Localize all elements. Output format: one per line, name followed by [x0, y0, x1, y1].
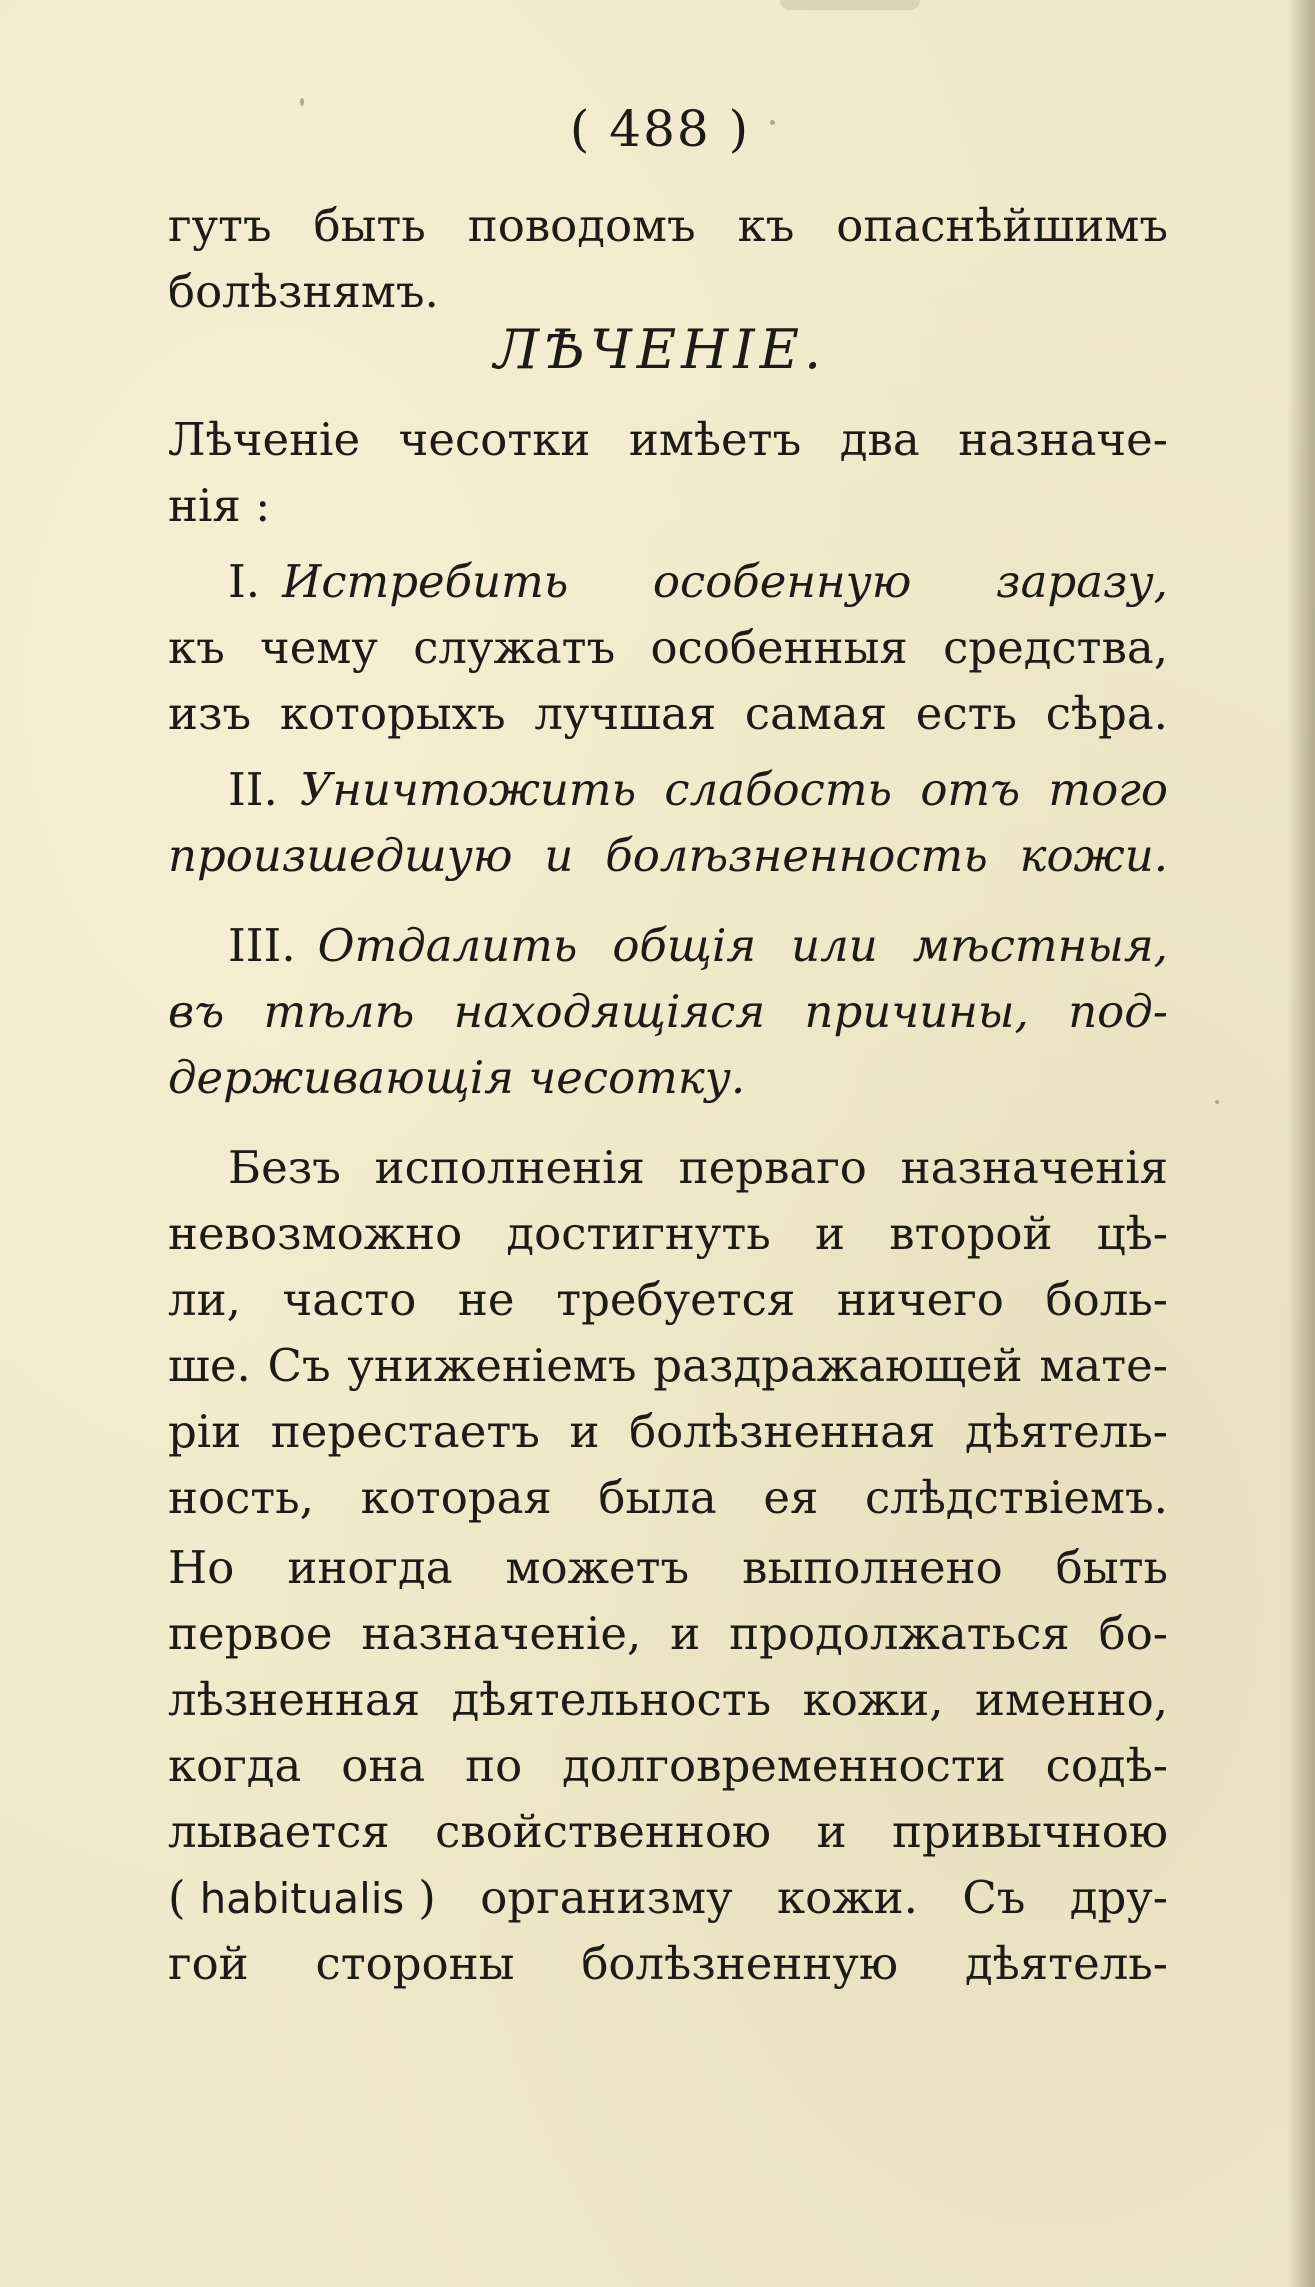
text-line: держивающія чесотку.: [168, 1051, 746, 1104]
text-line: въ тѣлѣ находящіяся причины, под-: [168, 985, 1168, 1038]
text-line: Лѣченіе чесотки имѣетъ два назначе-: [168, 413, 1168, 466]
text-line: Но иногда можетъ выполнено быть: [168, 1541, 1168, 1594]
text-line: лѣзненная дѣятельность кожи, именно,: [168, 1673, 1168, 1726]
paper-smudge: [780, 0, 920, 10]
text-line: ше. Съ униженіемъ раздражающей мате-: [168, 1339, 1168, 1392]
list-number: III.: [228, 919, 296, 972]
text-line: изъ которыхъ лучшая самая есть сѣра.: [168, 687, 1168, 740]
text-line: къ чему служатъ особенныя средства,: [168, 621, 1168, 674]
paper-speck: [1215, 1100, 1219, 1104]
paper-speck: [300, 98, 304, 106]
paren-open: (: [168, 1871, 186, 1924]
text-line: когда она по долговременности содѣ-: [168, 1739, 1168, 1792]
list-item-text: Отдалить общія или мѣстныя,: [317, 919, 1168, 972]
text-line: [168, 1864, 1168, 1933]
text-line: нія :: [168, 479, 271, 532]
text-line: гой стороны болѣзненную дѣятель-: [168, 1937, 1168, 1990]
list-item-2: [228, 756, 1168, 824]
list-item-text: Уничтожить слабость отъ того: [299, 763, 1168, 816]
text-line: болѣзнямъ.: [168, 265, 439, 318]
text-line: ріи перестаетъ и болѣзненная дѣятель-: [168, 1405, 1168, 1458]
list-number: I.: [228, 555, 261, 608]
list-item-3: [228, 912, 1168, 980]
list-item-1: [228, 548, 1168, 616]
text-line: гутъ быть поводомъ къ опаснѣйшимъ: [168, 199, 1168, 252]
text-line: первое назначеніе, и продолжаться бо-: [168, 1607, 1168, 1660]
list-number: II.: [228, 763, 278, 816]
page-number: ( 488 ): [569, 100, 751, 158]
text-line: ли, часто не требуется ничего боль-: [168, 1273, 1168, 1326]
text-line-rest: ) организму кожи. Съ дру-: [418, 1871, 1168, 1924]
page-edge-shadow: [1287, 0, 1315, 2287]
text-line: невозможно достигнуть и второй цѣ-: [168, 1207, 1168, 1260]
list-item-text: Истребить особенную заразу,: [282, 555, 1168, 608]
paper-speck: [770, 120, 775, 125]
text-line: ность, которая была ея слѣдствіемъ.: [168, 1471, 1168, 1524]
latin-term: habitualis: [199, 1874, 405, 1923]
section-heading: ЛѢЧЕНІЕ.: [493, 318, 827, 381]
text-line: произшедшую и болѣзненность кожи.: [168, 829, 1168, 882]
text-line: лывается свойственною и привычною: [168, 1805, 1168, 1858]
text-line: Безъ исполненія перваго назначенія: [228, 1141, 1168, 1194]
